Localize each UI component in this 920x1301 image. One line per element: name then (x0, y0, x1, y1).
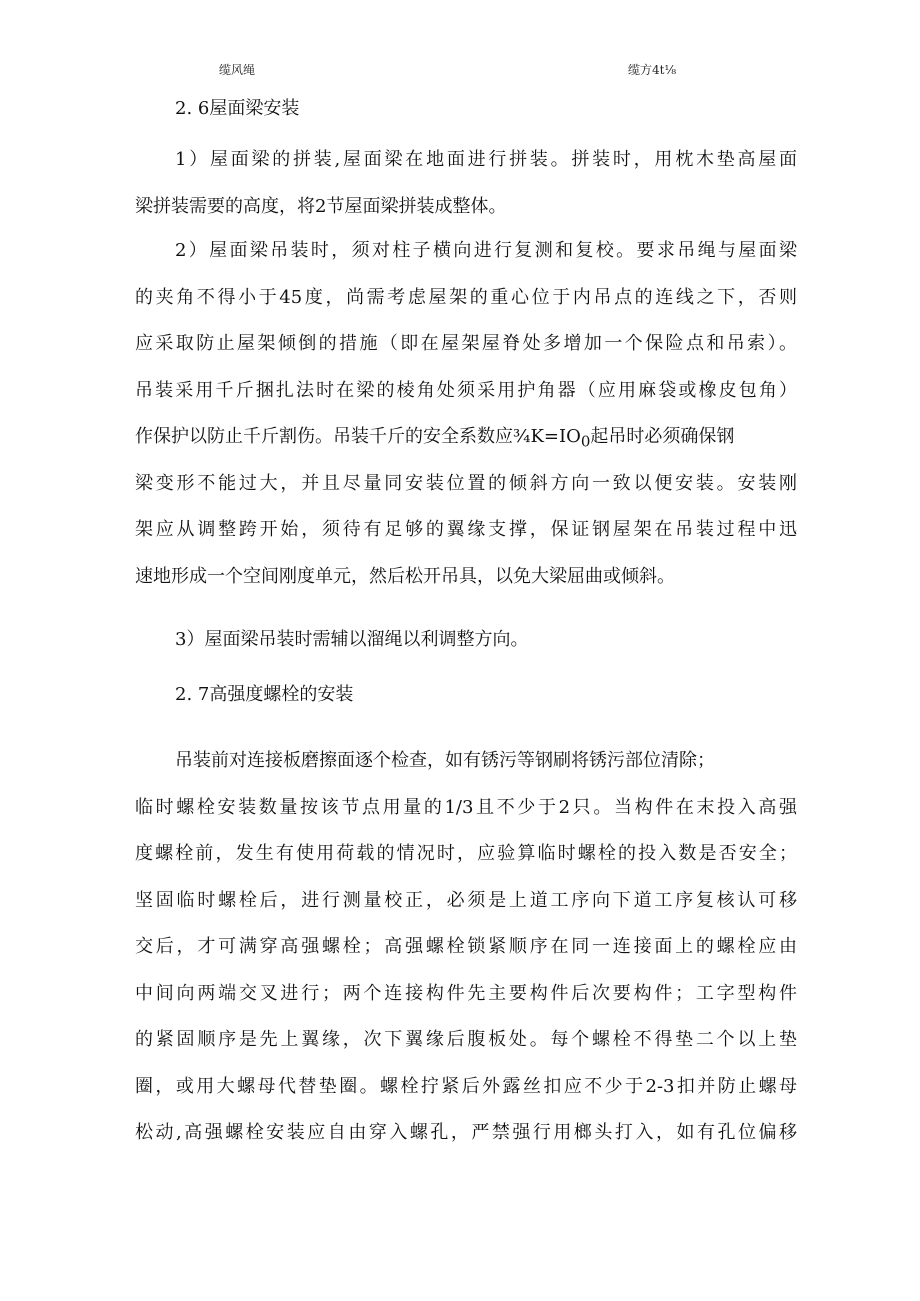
text-line: 2）屋面梁吊装时，须对柱子横向进行复测和复校。要求吊绳与屋面梁 (175, 240, 797, 261)
section-heading-2-7: 2. 7高强度螺栓的安装 (175, 684, 354, 705)
text-line: 3）屋面梁吊装时需辅以溜绳以利调整方向。 (175, 629, 529, 650)
text-line: 中间向两端交叉进行；两个连接构件先主要构件后次要构件；工字型构件 (135, 982, 797, 1004)
text-line-with-subscript (135, 414, 797, 461)
text-line: 速地形成一个空间刚度单元，然后松开吊具，以免大梁屈曲或倾斜。 (135, 565, 675, 587)
text-line: 的夹角不得小于45度，尚需考虑屋架的重心位于内吊点的连线之下，否则 (135, 286, 797, 308)
text-line: 1）屋面梁的拼装,屋面梁在地面进行拼装。拼装时，用枕木垫高屋面 (175, 149, 797, 170)
paragraph-roof-beam-lifting (135, 228, 797, 600)
paragraph-high-strength-bolts (135, 738, 797, 1157)
text-line: 架应从调整跨开始，须待有足够的翼缘支撑，保证钢屋架在吊装过程中迅 (135, 519, 797, 540)
text-line: 度螺栓前，发生有使用荷载的情况时，应验算临时螺栓的投入数是否安全； (135, 843, 797, 864)
text-segment: 作保护以防止千斤割伤。吊装千斤的安全系数应¾K=IO (135, 426, 581, 447)
text-line: 梁变形不能过大，并且尽量同安装位置的倾斜方向一致以便安装。安装刚 (135, 472, 797, 494)
paragraph-guide-rope (135, 617, 797, 664)
text-line: 梁拼装需要的高度，将2节屋面梁拼装成整体。 (135, 195, 507, 217)
text-line: 应采取防止屋架倾倒的措施（即在屋架屋脊处多增加一个保险点和吊索）。 (135, 333, 797, 354)
subscript: 0 (580, 432, 591, 451)
text-line: 松动,高强螺栓安装应自由穿入螺孔，严禁强行用榔头打入，如有孔位偏移 (135, 1122, 797, 1143)
text-line: 临时螺栓安装数量按该节点用量的1/3且不少于2只。当构件在末投入高强 (135, 796, 797, 818)
paragraph-roof-beam-assembly (135, 137, 797, 230)
text-line: 的紧固顺序是先上翼缘，次下翼缘后腹板处。每个螺栓不得垫二个以上垫 (135, 1029, 797, 1050)
diagram-label-guy-rope: 缆风绳 (219, 63, 256, 77)
text-line: 吊装前对连接板磨擦面逐个检查，如有锈污等钢刷将锈污部位清除； (175, 750, 715, 771)
section-heading-2-6: 2. 6屋面梁安装 (175, 98, 300, 119)
text-segment: 起吊时必须确保钢 (590, 426, 735, 447)
text-line: 吊装采用千斤捆扎法时在梁的棱角处须采用护角器（应用麻袋或橡皮包角） (135, 379, 797, 401)
text-line: 交后，才可满穿高强螺栓；高强螺栓锁紧顺序在同一连接面上的螺栓应由 (135, 936, 797, 957)
text-line: 圈，或用大螺母代替垫圈。螺栓拧紧后外露丝扣应不少于2-3扣并防止螺母 (135, 1075, 797, 1097)
diagram-label-right: 缆方4t⅛ (628, 63, 677, 77)
text-line: 坚固临时螺栓后，进行测量校正，必须是上道工序向下道工序复核认可移 (135, 889, 797, 911)
